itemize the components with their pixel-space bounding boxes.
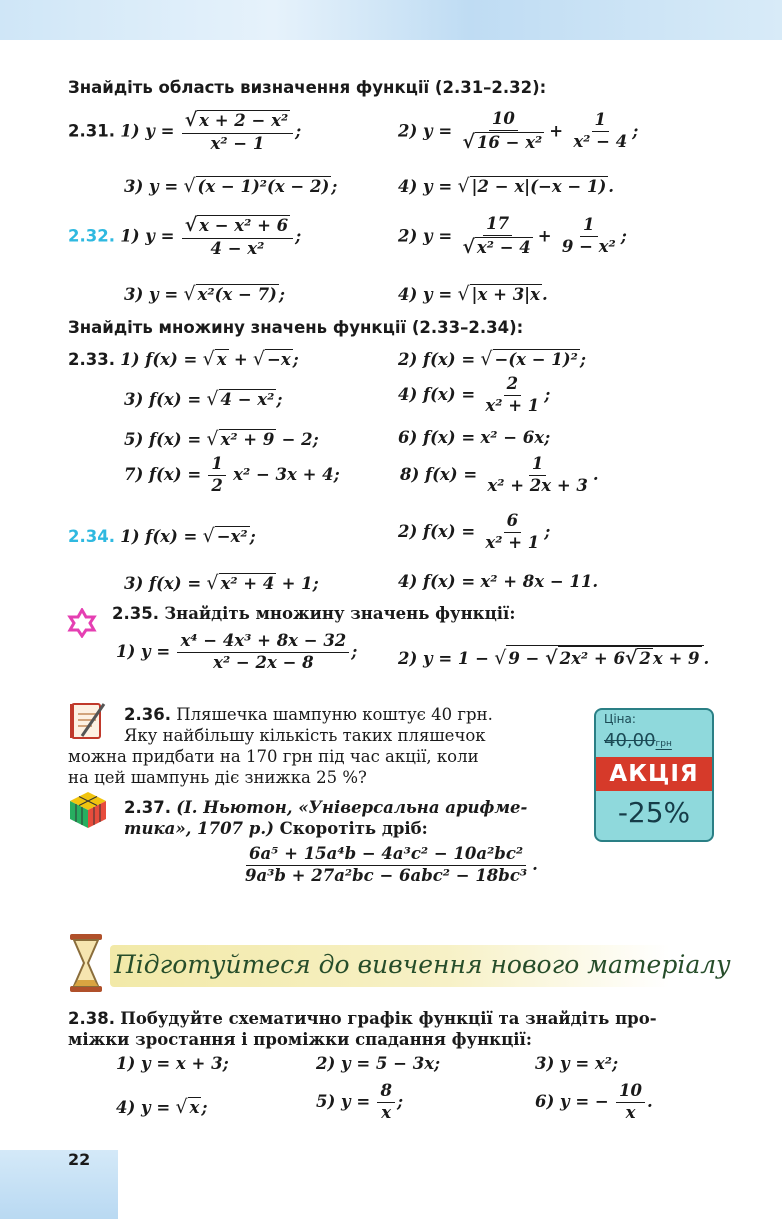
item-label: 4) y = [398,285,453,304]
problem-2-33-item1: 2.33. 1) f(x) = √ x + √ −x ; [68,348,299,370]
item-label: 7) f(x) = [124,464,202,484]
denominator: x [381,1102,392,1122]
fraction [242,845,530,886]
fraction [208,455,225,496]
radicand: x [189,1098,200,1117]
radicand: x² + 4 [220,574,275,593]
fraction [177,632,349,673]
radicand: 16 − x² [476,132,543,152]
problem-2-31-item4: 4) y = √ |2 − x|(−x − 1) . [398,175,615,197]
problem-2-32-item2 [398,215,627,259]
item-label: 2) f(x) = [398,350,476,369]
item-tail: + 1; [281,574,319,593]
radicand: −x² [216,527,248,546]
item-end: ; [249,527,256,546]
item-end: . [592,464,599,484]
numerator: 6a⁵ + 15a⁴b − 4a³c² − 10a²bc² [246,845,526,866]
numerator: x⁴ − 4x³ + 8x − 32 [177,632,349,653]
item-label: 6) f(x) = [398,428,476,447]
item-end: ; [201,1098,208,1117]
plus-sign: + [233,350,248,369]
fraction [616,1082,645,1123]
problem-number: 2.31. [68,121,115,141]
item-end: ; [295,226,302,246]
problem-2-36-text [68,704,578,788]
fraction [570,111,630,152]
fraction: $\frac{\text{√ x + 2 − x²}}{\text{x² − 1}}$ [182,110,293,154]
problem-2-38-item4: 4) y = √ x ; [116,1096,208,1118]
radicand: x² − 4 [476,237,531,257]
denominator: 9 − x² [561,237,616,257]
problem-2-35-item1 [116,632,357,673]
item-label: 2) y = 1 − [398,649,489,668]
denominator: x² − 2x − 8 [213,652,314,672]
problem-2-31-row1 [68,110,301,154]
item-end: ; [396,1091,404,1111]
item-label: 5) f(x) = [124,430,202,449]
page-number: 22 [68,1150,91,1169]
denominator: x² − 4 [573,132,628,152]
problem-2-32-item4: 4) y = √ |x + 3|x . [398,283,548,305]
price-label: Ціна: [604,712,636,726]
text-line: міжки зростання і проміжки спадання функції: [68,1030,532,1049]
fraction: $\frac{17}{\text{√ x² − 4}}$ [462,214,531,258]
numerator: 1 [529,455,546,476]
text-line: Пляшечка шампуню коштує 40 грн. [176,705,493,724]
fraction [484,455,591,496]
problem-2-34-item4 [398,572,598,591]
problem-2-33-item5: 5) f(x) = √ x² + 9 − 2; [124,428,319,450]
radicand: |x + 3|x [471,285,541,304]
radicand: −(x − 1)² [494,350,578,369]
item-label: 2) y = [398,226,453,246]
problem-2-32-row1 [68,215,301,259]
item-expression: x² − 6x; [480,428,551,447]
item-label: 3) f(x) = [124,390,202,409]
old-price-value: 40,00 [604,730,656,751]
decorative-top-band [0,0,782,40]
item-label: 3) f(x) = [124,574,202,593]
item-label: 6) y = − [535,1091,609,1111]
numerator: 10 [489,110,518,131]
denominator: x² + 2x + 3 [487,475,588,495]
problem-2-33-item4 [398,375,550,416]
problem-number: 2.38. [68,1009,115,1028]
item-label: 5) y = [316,1091,371,1111]
plus-sign: + [549,121,564,141]
problem-number: 2.37. [124,798,171,817]
item-end: ; [278,285,285,304]
item-label: 1) y = [120,226,175,246]
item-label: 1) y = [120,121,175,141]
section-header-domain: Знайдіть область визначення функції (2.31–2.32): [68,78,547,97]
item-label: 4) y = [116,1098,171,1117]
numerator: 2 [504,375,521,396]
radicand: x + 2 − x² [199,111,289,130]
problem-2-33-item7 [124,455,340,496]
problem-2-35-stem [112,604,515,623]
item-label: 4) f(x) = [398,384,476,404]
problem-2-38-item6 [535,1082,653,1123]
problem-number: 2.34. [68,527,115,546]
numerator: 1 [592,111,609,132]
item-label: 2) y = [398,121,453,141]
item-end: ; [579,350,586,369]
plus-sign: + [537,226,552,246]
item-end: ; [620,226,627,246]
fraction [482,512,542,553]
radicand: |2 − x|(−x − 1) [471,177,607,196]
radicand: x²(x − 7) [197,285,277,304]
numerator: 8 [377,1082,394,1103]
fraction [377,1082,394,1123]
item-label: 4) f(x) = [398,572,476,591]
fraction [482,375,542,416]
denominator: x² + 1 [485,532,540,552]
item-end: . [646,1091,653,1111]
denominator: 9a³b + 27a²bc − 6abc² − 18bc³ [245,865,528,885]
item-end: ; [544,384,551,404]
problem-2-34-item3: 3) f(x) = √ x² + 4 + 1; [124,572,319,594]
item-end: ; [331,177,338,196]
numerator: 10 [616,1082,645,1103]
item-label: 1) f(x) = [120,350,198,369]
problem-number: 2.36. [124,705,171,724]
item-tail: x² − 3x + 4; [233,464,340,484]
numerator: 6 [504,512,521,533]
problem-2-35-item2: 2) y = 1 − √ 9 − √ 2x² + 6√ 2 x + 9 . [398,647,710,669]
item-expression: x² + 8x − 11. [480,572,599,591]
item-end: ; [295,121,302,141]
instruction-text: Скоротіть дріб: [273,819,428,838]
text-line: можна придбати на 170 грн під час акції, коли [68,747,479,766]
item-end: ; [292,350,299,369]
item-end: . [542,285,548,304]
currency: грн [655,739,672,749]
radicand: 4 − x² [220,390,275,409]
text-line: на цей шампунь діє знижка 25 %? [68,768,367,787]
denominator: x² − 1 [210,133,265,153]
denominator: x² + 1 [485,395,540,415]
problem-2-33-item8 [400,455,599,496]
problem-2-37-fraction [240,845,538,886]
outer-radicand: 9 − [508,649,546,668]
radicand: x [216,350,227,369]
item-label: 3) y = [124,285,179,304]
problem-2-38-item5 [316,1082,403,1123]
rubiks-cube-icon [68,790,108,830]
problem-2-34-item1: 2.34. 1) f(x) = √ −x² ; [68,525,256,547]
citation-line: (І. Ньютон, «Універсальна арифме- [176,798,528,817]
problem-text: Знайдіть множину значень функції: [164,604,516,623]
price-tag-image [594,708,714,842]
problem-2-33-item2: 2) f(x) = √ −(x − 1)² ; [398,348,586,370]
item-label: 2) f(x) = [398,521,476,541]
item-label: 4) y = [398,177,453,196]
inner-radicand: 2x² + 6 [559,649,625,668]
item-tail: − 2; [281,430,319,449]
decorative-corner-band [0,1150,118,1219]
radicand: (x − 1)²(x − 2) [197,177,330,196]
text-line: Побудуйте схематично графік функції та знайдіть про- [120,1009,657,1028]
denominator: 4 − x² [210,238,265,258]
problem-2-38-item3: 3) y = x²; [535,1054,619,1073]
denominator: 2 [211,475,223,495]
numerator: 1 [580,216,597,237]
radicand: −x [267,350,291,369]
item-label: 1) y = [116,641,171,661]
problem-number: 2.35. [112,604,159,623]
item-end: . [532,854,538,874]
problem-2-37-text [124,797,584,839]
problem-2-38-text [68,1008,718,1050]
problem-2-31-item2 [398,110,638,154]
promo-label: АКЦІЯ [596,757,712,791]
item-label: 3) y = [124,177,179,196]
problem-2-38-item2: 2) y = 5 − 3x; [316,1054,441,1073]
denominator: x [625,1102,636,1122]
numerator: 17 [483,215,512,236]
hourglass-icon [68,934,104,992]
citation-line: тика», 1707 р.) [124,819,274,838]
problem-2-33-item3: 3) f(x) = √ 4 − x² ; [124,388,283,410]
inner-tail: x + 9 [652,649,700,668]
old-price [604,730,672,751]
item-label: 1) f(x) = [120,527,198,546]
item-end: . [608,177,615,196]
banner-title: Підготуйтеся до вивчення нового матеріалу [114,950,731,979]
problem-2-33-item6 [398,428,550,447]
problem-2-38-item1: 1) y = x + 3; [116,1054,229,1073]
problem-2-32-item3: 3) y = √ x²(x − 7) ; [124,283,285,305]
item-end: . [703,649,710,668]
item-end: ; [632,121,639,141]
problem-number: 2.33. [68,350,115,369]
section-header-range: Знайдіть множину значень функції (2.33–2.34): [68,318,524,337]
inner-radicand-2: 2 [639,649,651,668]
problem-2-34-item2 [398,512,550,553]
problem-2-31-item3: 3) y = √ (x − 1)²(x − 2) ; [124,175,338,197]
radicand: x² + 9 [220,430,275,449]
item-end: ; [276,390,283,409]
numerator: 1 [208,455,225,476]
radicand: x − x² + 6 [199,216,289,235]
flower-icon [67,608,97,638]
item-label: 8) f(x) = [400,464,478,484]
text-line: Яку найбільшу кількість таких пляшечок [124,726,486,745]
item-end: ; [544,521,551,541]
discount-label: -25% [617,796,691,829]
fraction: $\frac{\text{√ x − x² + 6}}{\text{4 − x²}}$ [182,215,293,259]
fraction: $\frac{10}{\text{√ 16 − x²}}$ [462,109,543,153]
problem-number: 2.32. [68,226,115,246]
fraction [559,216,619,257]
item-end: ; [351,641,358,661]
